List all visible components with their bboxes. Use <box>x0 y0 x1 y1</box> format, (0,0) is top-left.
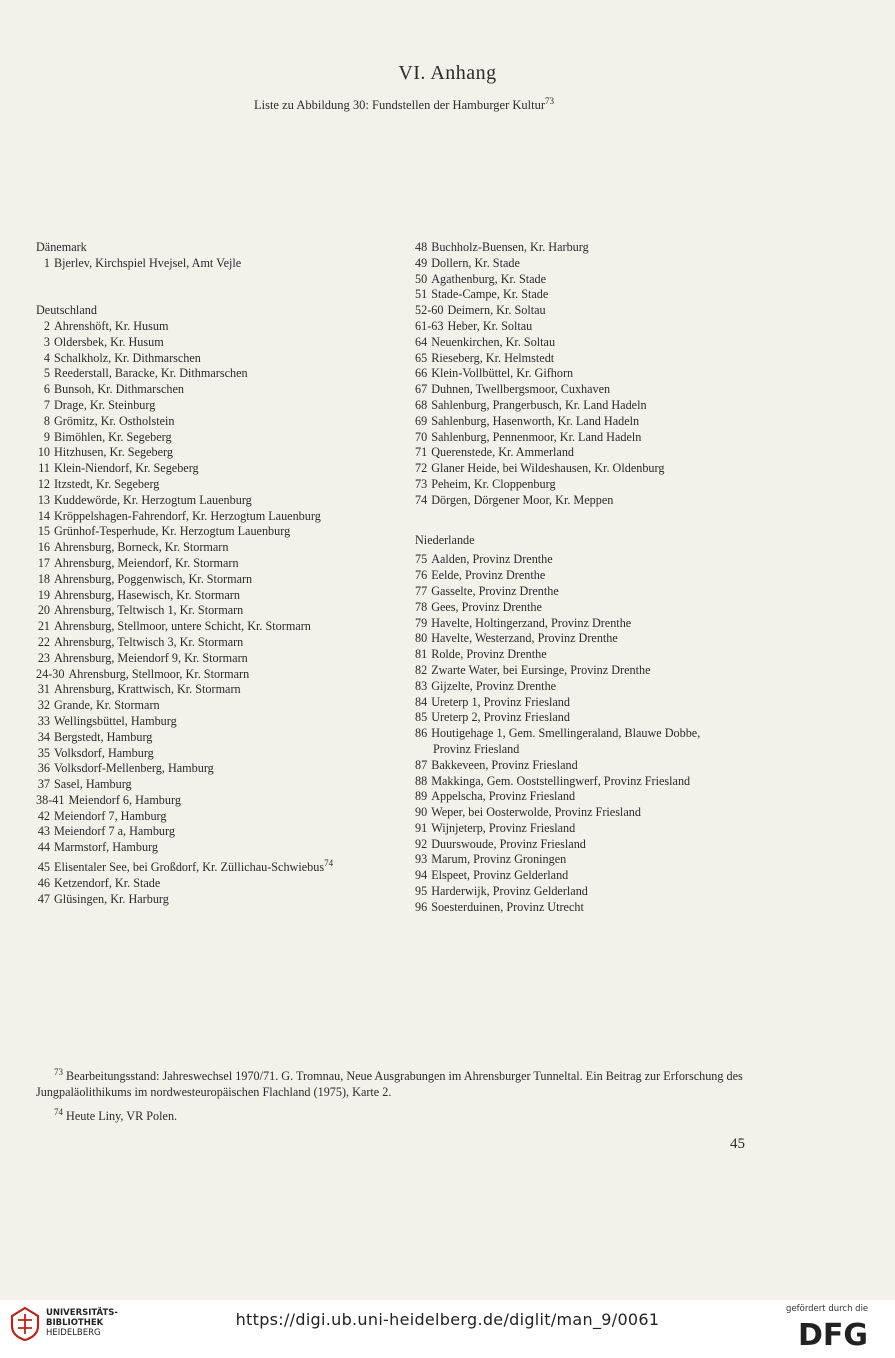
list-item <box>36 493 416 509</box>
site-name: Sahlenburg, Pennenmoor, Kr. Land Hadeln <box>431 429 642 444</box>
site-name: Bimöhlen, Kr. Segeberg <box>54 429 172 444</box>
site-number: 50 <box>415 271 428 286</box>
site-name: Gasselte, Provinz Drenthe <box>431 583 559 598</box>
site-number: 18 <box>37 571 50 586</box>
list-item <box>415 584 785 600</box>
list-item <box>36 746 416 762</box>
list-item <box>415 351 785 367</box>
list-item <box>36 430 416 446</box>
site-number: 70 <box>415 429 428 444</box>
site-number: 66 <box>415 366 428 381</box>
site-number: 71 <box>415 445 428 460</box>
site-name: Havelte, Westerzand, Provinz Drenthe <box>431 631 618 646</box>
site-name: Ureterp 2, Provinz Friesland <box>431 710 570 725</box>
site-name: Wijnjeterp, Provinz Friesland <box>431 820 576 835</box>
list-caption <box>0 96 808 113</box>
site-number: 3 <box>43 334 50 349</box>
site-number: 13 <box>37 492 50 507</box>
list-caption-text: Liste zu Abbildung 30: Fundstellen der Hamburger Kultur <box>253 98 546 113</box>
list-item <box>36 682 416 698</box>
site-name: Hitzhusen, Kr. Segeberg <box>54 445 173 460</box>
site-number: 88 <box>415 773 428 788</box>
list-item <box>415 272 785 288</box>
list-item <box>36 698 416 714</box>
site-name: Weper, bei Oosterwolde, Provinz Friesland <box>431 805 641 820</box>
list-item <box>36 556 416 572</box>
site-name: Heber, Kr. Soltau <box>447 318 533 333</box>
site-name: Gijzelte, Provinz Drenthe <box>431 678 557 693</box>
list-item <box>415 852 785 868</box>
list-item <box>36 414 416 430</box>
site-name: Itzstedt, Kr. Segeberg <box>54 476 160 491</box>
site-number: 34 <box>37 729 50 744</box>
site-name: Ahrensburg, Stellmoor, untere Schicht, Kr. Stormarn <box>54 619 311 634</box>
list-item <box>415 647 785 663</box>
site-number: 67 <box>415 382 428 397</box>
site-name: Meiendorf 7 a, Hamburg <box>54 824 175 839</box>
site-name: Ahrensburg, Meiendorf 9, Kr. Stormarn <box>54 650 248 665</box>
site-number: 32 <box>37 698 50 713</box>
list-item <box>36 840 416 856</box>
site-name: Reederstall, Baracke, Kr. Dithmarschen <box>54 366 248 381</box>
list-item <box>36 588 416 604</box>
list-item <box>36 351 416 367</box>
site-name: Ahrensburg, Borneck, Kr. Stormarn <box>54 540 229 555</box>
site-name: Soesterduinen, Provinz Utrecht <box>431 899 584 914</box>
site-name: Rolde, Provinz Drenthe <box>431 647 547 662</box>
site-number: 9 <box>43 429 50 444</box>
site-name: Ahrensburg, Meiendorf, Kr. Stormarn <box>54 555 239 570</box>
site-number: 61-63 <box>415 318 444 333</box>
site-number: 91 <box>415 820 428 835</box>
site-number: 83 <box>415 678 428 693</box>
site-name: Ketzendorf, Kr. Stade <box>54 875 161 890</box>
site-number: 96 <box>415 899 428 914</box>
site-name: Meiendorf 7, Hamburg <box>54 808 167 823</box>
list-item <box>415 430 785 446</box>
site-name: Agathenburg, Kr. Stade <box>431 271 547 286</box>
site-number: 23 <box>37 650 50 665</box>
section-heading-germany: Deutschland <box>36 303 97 318</box>
section-heading-netherlands: Niederlande <box>415 532 475 547</box>
site-name: Ahrensburg, Stellmoor, Kr. Stormarn <box>68 666 250 681</box>
site-number: 5 <box>43 366 50 381</box>
site-name: Grünhof-Tesperhude, Kr. Herzogtum Lauenburg <box>54 524 291 539</box>
list-item <box>36 477 416 493</box>
list-item <box>36 398 416 414</box>
germany-list <box>36 319 416 908</box>
site-number: 94 <box>415 868 428 883</box>
site-number: 10 <box>37 445 50 460</box>
list-item <box>415 631 785 647</box>
site-number: 36 <box>37 761 50 776</box>
site-name: Oldersbek, Kr. Husum <box>54 334 164 349</box>
site-number: 74 <box>415 492 428 507</box>
site-number: 6 <box>43 382 50 397</box>
footnote-mark: 73 <box>54 1067 63 1077</box>
list-item <box>415 774 785 790</box>
site-name: Ahrensburg, Hasewisch, Kr. Stormarn <box>54 587 240 602</box>
site-name: Neuenkirchen, Kr. Soltau <box>431 334 556 349</box>
site-name: Klein-Niendorf, Kr. Segeberg <box>54 461 199 476</box>
site-name: Bunsoh, Kr. Dithmarschen <box>54 382 184 397</box>
site-name: Bjerlev, Kirchspiel Hvejsel, Amt Vejle <box>54 255 242 270</box>
list-item <box>415 382 785 398</box>
site-name: Querenstede, Kr. Ammerland <box>431 445 575 460</box>
site-number: 8 <box>43 413 50 428</box>
dfg-logo-icon[interactable] <box>798 1318 880 1348</box>
right-column <box>415 240 785 916</box>
site-number: 16 <box>37 540 50 555</box>
site-name: Gees, Provinz Drenthe <box>431 599 542 614</box>
site-name: Klein-Vollbüttel, Kr. Gifhorn <box>431 366 574 381</box>
list-item <box>415 663 785 679</box>
library-name-line: HEIDELBERG <box>46 1328 101 1338</box>
list-item <box>36 319 416 335</box>
site-name: Houtigehage 1, Gem. Smellingeraland, Blauwe Dobbe, <box>431 726 701 741</box>
site-name: Harderwijk, Provinz Gelderland <box>431 884 588 899</box>
list-item <box>415 398 785 414</box>
site-name: Grande, Kr. Stormarn <box>54 698 160 713</box>
site-number: 4 <box>43 350 50 365</box>
site-number: 42 <box>37 808 50 823</box>
list-item <box>415 805 785 821</box>
site-number: 78 <box>415 599 428 614</box>
site-name: Sahlenburg, Hasenworth, Kr. Land Hadeln <box>431 413 640 428</box>
site-number: 89 <box>415 789 428 804</box>
list-item <box>415 710 785 726</box>
list-item <box>415 303 785 319</box>
site-name: Drage, Kr. Steinburg <box>54 397 156 412</box>
site-name: Buchholz-Buensen, Kr. Harburg <box>431 240 589 254</box>
list-item <box>415 695 785 711</box>
site-name: Ahrensburg, Krattwisch, Kr. Stormarn <box>54 682 241 697</box>
site-number: 48 <box>415 240 428 254</box>
list-item <box>36 793 416 809</box>
site-number: 75 <box>415 552 428 567</box>
footnote-ref-74[interactable]: 74 <box>324 858 334 869</box>
site-number: 17 <box>37 555 50 570</box>
list-item <box>415 493 785 509</box>
list-item <box>36 540 416 556</box>
site-number: 35 <box>37 745 50 760</box>
list-item <box>415 240 785 256</box>
site-number: 46 <box>37 875 50 890</box>
list-item <box>415 552 785 568</box>
list-item <box>415 600 785 616</box>
site-number: 87 <box>415 757 428 772</box>
site-name: Ahrensburg, Teltwisch 3, Kr. Stormarn <box>54 634 244 649</box>
site-number: 47 <box>37 891 50 906</box>
list-item <box>415 461 785 477</box>
site-number: 92 <box>415 836 428 851</box>
list-item <box>36 619 416 635</box>
site-number: 68 <box>415 397 428 412</box>
library-name-line: BIBLIOTHEK <box>46 1318 104 1328</box>
site-number: 69 <box>415 413 428 428</box>
site-name: Aalden, Provinz Drenthe <box>431 552 553 567</box>
site-name: Stade-Campe, Kr. Stade <box>431 287 549 302</box>
site-number: 15 <box>37 524 50 539</box>
site-number: 79 <box>415 615 428 630</box>
library-name-line: UNIVERSITÄTS- <box>46 1308 118 1318</box>
germany-continued-list <box>415 240 785 509</box>
denmark-list <box>36 256 416 272</box>
footnote-text: Bearbeitungsstand: Jahreswechsel 1970/71. G. Tromnau, Neue Ausgrabungen im Ahrensburger Tunneltal. Ein Beitrag zur Erforschung des Jungpaläolithikums im nordwesteuropäischen Flachland (1975), Karte 2. <box>36 1069 743 1100</box>
site-name: Dörgen, Dörgener Moor, Kr. Meppen <box>431 492 614 507</box>
permalink-url[interactable]: https://digi.ub.uni-heidelberg.de/diglit/man_9/0061 <box>235 1310 660 1329</box>
list-item <box>36 335 416 351</box>
footnote-ref-73[interactable]: 73 <box>545 96 555 106</box>
list-item <box>415 335 785 351</box>
site-name: Bergstedt, Hamburg <box>54 729 153 744</box>
site-number: 73 <box>415 476 428 491</box>
list-item <box>415 616 785 632</box>
site-number: 95 <box>415 884 428 899</box>
site-name: Deimern, Kr. Soltau <box>447 303 546 318</box>
list-item <box>36 603 416 619</box>
list-item <box>36 714 416 730</box>
site-number: 84 <box>415 694 428 709</box>
list-item <box>36 256 416 272</box>
site-number: 7 <box>43 397 50 412</box>
site-name: Glüsingen, Kr. Harburg <box>54 891 169 906</box>
site-name: Sasel, Hamburg <box>54 777 132 792</box>
footnotes <box>36 1064 766 1124</box>
list-item <box>415 414 785 430</box>
site-number: 37 <box>37 777 50 792</box>
site-number: 43 <box>37 824 50 839</box>
list-item <box>36 761 416 777</box>
site-name: Volksdorf, Hamburg <box>54 745 154 760</box>
site-name: Wellingsbüttel, Hamburg <box>54 713 177 728</box>
footnote-73 <box>36 1064 766 1100</box>
site-name: Duhnen, Twellbergsmoor, Cuxhaven <box>431 382 611 397</box>
site-name: Peheim, Kr. Cloppenburg <box>431 476 556 491</box>
list-item <box>415 477 785 493</box>
site-name: Sahlenburg, Prangerbusch, Kr. Land Hadeln <box>431 397 647 412</box>
site-name: Provinz Friesland <box>433 741 520 756</box>
list-item <box>36 509 416 525</box>
site-name: Zwarte Water, bei Eursinge, Provinz Drenthe <box>431 662 651 677</box>
site-name: Appelscha, Provinz Friesland <box>431 789 576 804</box>
site-name: Ahrensburg, Teltwisch 1, Kr. Stormarn <box>54 603 244 618</box>
site-number: 51 <box>415 287 428 302</box>
list-item <box>36 892 416 908</box>
site-name: Marum, Provinz Groningen <box>431 852 567 867</box>
list-item <box>415 821 785 837</box>
list-item <box>36 824 416 840</box>
site-number: 49 <box>415 255 428 270</box>
list-item <box>36 876 416 892</box>
list-item <box>415 679 785 695</box>
list-item <box>415 366 785 382</box>
list-item <box>36 382 416 398</box>
list-item <box>415 445 785 461</box>
site-name: Kröppelshagen-Fahrendorf, Kr. Herzogtum Lauenburg <box>54 508 321 523</box>
site-number: 76 <box>415 568 428 583</box>
site-number: 81 <box>415 647 428 662</box>
site-number: 11 <box>38 461 50 476</box>
site-name: Kuddewörde, Kr. Herzogtum Lauenburg <box>54 492 252 507</box>
site-number: 72 <box>415 461 428 476</box>
list-item <box>415 287 785 303</box>
site-number: 22 <box>37 634 50 649</box>
list-item <box>415 319 785 335</box>
site-number: 85 <box>415 710 428 725</box>
list-item <box>415 568 785 584</box>
site-name: Duurswoude, Provinz Friesland <box>431 836 586 851</box>
funding-caption: gefördert durch die <box>786 1304 869 1314</box>
list-item <box>36 856 416 876</box>
site-name: Meiendorf 6, Hamburg <box>68 792 181 807</box>
netherlands-list <box>415 552 785 915</box>
site-name: Bakkeveen, Provinz Friesland <box>431 757 578 772</box>
site-number: 33 <box>37 713 50 728</box>
svg-text:DFG: DFG <box>798 1318 869 1348</box>
list-item <box>36 809 416 825</box>
list-item <box>36 651 416 667</box>
list-item <box>415 837 785 853</box>
site-number: 21 <box>37 619 50 634</box>
left-column <box>36 240 416 908</box>
site-name: Elspeet, Provinz Gelderland <box>431 868 569 883</box>
site-number: 77 <box>415 583 428 598</box>
site-number: 24-30 <box>36 666 65 681</box>
site-name: Eelde, Provinz Drenthe <box>431 568 546 583</box>
site-number: 82 <box>415 662 428 677</box>
site-name: Volksdorf-Mellenberg, Hamburg <box>54 761 214 776</box>
site-number: 2 <box>43 318 50 333</box>
site-name: Grömitz, Kr. Ostholstein <box>54 413 175 428</box>
viewer-footer <box>0 1300 895 1358</box>
list-item <box>36 445 416 461</box>
list-item <box>36 635 416 651</box>
list-item <box>36 572 416 588</box>
site-number: 12 <box>37 476 50 491</box>
footnote-mark: 74 <box>54 1107 63 1118</box>
site-number: 52-60 <box>415 303 444 318</box>
list-item <box>36 777 416 793</box>
list-item <box>36 667 416 683</box>
site-number: 20 <box>37 603 50 618</box>
site-name: Rieseberg, Kr. Helmstedt <box>431 350 555 365</box>
site-name: Makkinga, Gem. Ooststellingwerf, Provinz Friesland <box>431 773 691 788</box>
site-number: 64 <box>415 334 428 349</box>
site-name: Ureterp 1, Provinz Friesland <box>431 694 570 709</box>
site-name: Havelte, Holtingerzand, Provinz Drenthe <box>431 615 632 630</box>
site-number: 14 <box>37 508 50 523</box>
list-item <box>415 900 785 916</box>
site-name: Ahrensburg, Poggenwisch, Kr. Stormarn <box>54 571 253 586</box>
list-item <box>36 366 416 382</box>
site-number: 86 <box>415 726 428 741</box>
list-item <box>415 884 785 900</box>
section-heading-denmark: Dänemark <box>36 240 87 254</box>
list-item <box>415 789 785 805</box>
site-name: Schalkholz, Kr. Dithmarschen <box>54 350 201 365</box>
list-item <box>415 868 785 884</box>
site-number: 80 <box>415 631 428 646</box>
site-number: 44 <box>37 840 50 855</box>
list-item <box>415 742 785 758</box>
site-number: 38-41 <box>36 792 65 807</box>
list-item <box>36 524 416 540</box>
list-item <box>415 758 785 774</box>
site-name: Dollern, Kr. Stade <box>431 255 520 270</box>
list-item <box>415 726 785 742</box>
site-name: Elisentaler See, bei Großdorf, Kr. Züllichau-Schwiebus <box>54 860 325 875</box>
site-number: 45 <box>37 860 50 875</box>
list-item <box>415 256 785 272</box>
list-item <box>36 730 416 746</box>
site-number: 65 <box>415 350 428 365</box>
site-name: Marmstorf, Hamburg <box>54 840 159 855</box>
page-title: VI. Anhang <box>398 62 497 84</box>
site-number: 19 <box>37 587 50 602</box>
page-number: 45 <box>730 1136 745 1152</box>
footnote-text: Heute Liny, VR Polen. <box>66 1109 178 1124</box>
site-name: Glaner Heide, bei Wildeshausen, Kr. Oldenburg <box>431 461 665 476</box>
site-number: 1 <box>43 255 50 270</box>
site-number: 31 <box>37 682 50 697</box>
list-item <box>36 461 416 477</box>
site-number: 90 <box>415 805 428 820</box>
site-name: Ahrenshöft, Kr. Husum <box>54 318 169 333</box>
site-number: 93 <box>415 852 428 867</box>
footnote-74 <box>36 1104 766 1124</box>
